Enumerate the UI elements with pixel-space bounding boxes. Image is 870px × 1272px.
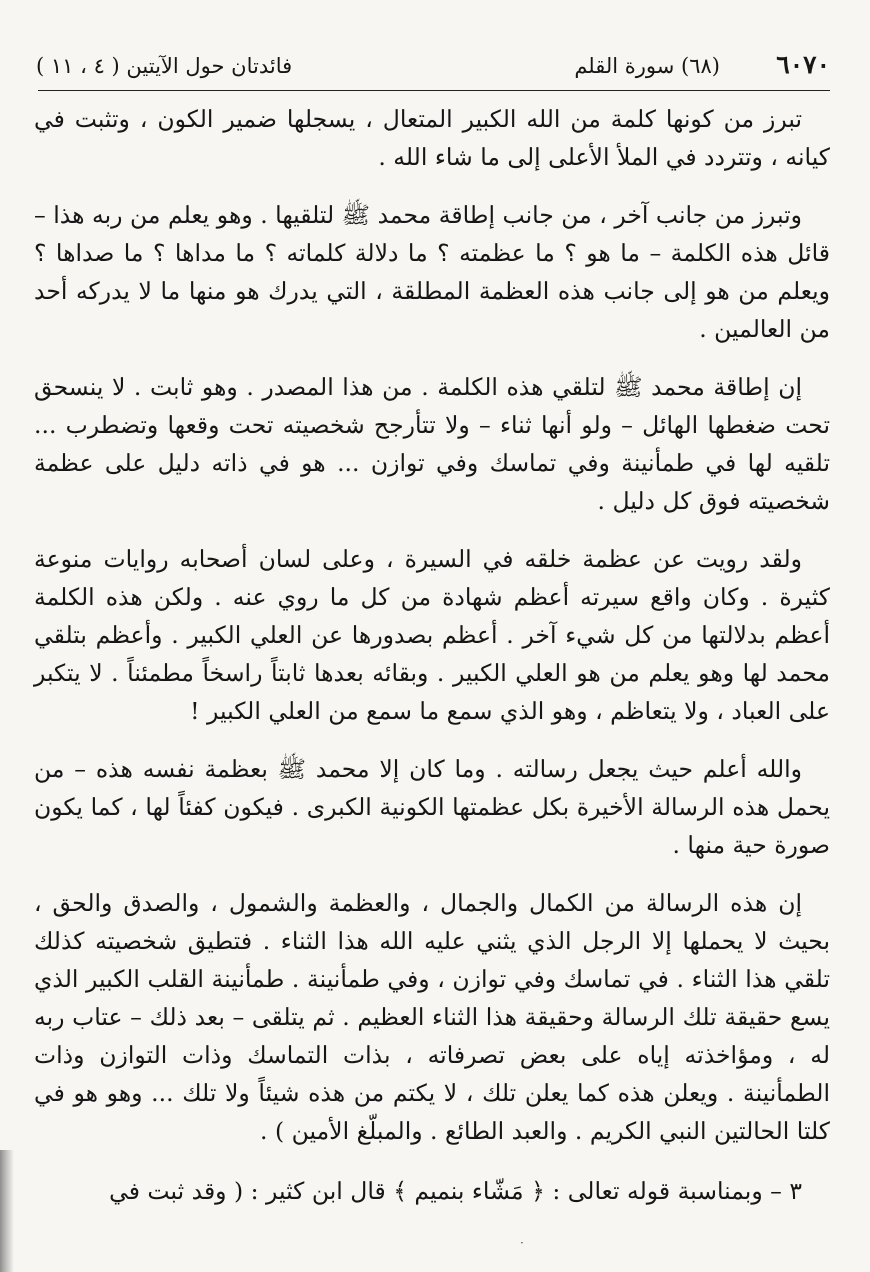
paragraph: إن إطاقة محمد ﷺ لتلقي هذه الكلمة . من هذا المصدر . وهو ثابت . لا ينسحق تحت ضغطها الهائل – ولو أنها ثناء – ولا تتأرجح شخصيته تحت وقعها وتضطرب ... تلقيه لها في طمأنينة وفي تماسك وفي توازن ... هو في ذاته دليل على عظمة شخصيته فوق كل دليل . — [34, 373, 830, 515]
scan-speck: · — [520, 1236, 524, 1250]
paragraph: تبرز من كونها كلمة من الله الكبير المتعال ، يسجلها ضمير الكون ، وتثبت في كيانه ، وتتردد في الملأ الأعلى إلى ما شاء الله . — [34, 105, 830, 171]
page-number: ٦٠٧٠ — [776, 50, 830, 79]
paragraph: ولقد رويت عن عظمة خلقه في السيرة ، وعلى لسان أصحابه روايات منوعة كثيرة . وكان واقع سيرته أعظم شهادة من كل ما روي عنه . ولكن هذه الكلمة أعظم بدلالتها من كل شيء آخر . أعظم بصدورها عن العلي الكبير . وأعظم بتلقي محمد لها وهو يعلم من هو العلي الكبير . وبقائه بعدها ثابتاً راسخاً مطمئناً . لا يتكبر على العباد ، ولا يتعاظم ، وهو الذي سمع ما سمع من العلي الكبير ! — [34, 545, 830, 725]
paragraph: ٣ – وبمناسبة قوله تعالى : ﴿ مَشّاء بنميم ﴾ قال ابن كثير : ( وقد ثبت في — [109, 1177, 802, 1205]
page-body — [34, 100, 830, 1210]
paragraph: إن هذه الرسالة من الكمال والجمال ، والعظمة والشمول ، والصدق والحق ، بحيث لا يحملها إلا الرجل الذي يثني عليه الله هذا الثناء . فتطيق شخصيته كذلك تلقي هذا الثناء . في تماسك وفي توازن ، وفي طمأنينة . طمأنينة القلب الكبير الذي يسع حقيقة تلك الرسالة وحقيقة هذا الثناء العظيم . ثم يتلقى – بعد ذلك – عتاب ربه له ، ومؤاخذته إياه على بعض تصرفاته ، بذات التماسك وذات التوازن وذات الطمأنينة . ويعلن هذه كما يعلن تلك ، لا يكتم من هذه شيئاً ولا تلك ... وهو هو في كلتا الحالتين النبي الكريم . والعبد الطائع . والمبلّغ الأمين ) . — [34, 889, 830, 1145]
surah-title: (٦٨) سورة القلم — [574, 54, 720, 78]
running-header — [36, 50, 830, 90]
section-topic: فائدتان حول الآيتين ( ٤ ، ١١ ) — [36, 54, 293, 78]
header-divider — [38, 90, 830, 91]
page-edge-shadow — [0, 1150, 14, 1272]
paragraph: والله أعلم حيث يجعل رسالته . وما كان إلا محمد ﷺ بعظمة نفسه هذه – من يحمل هذه الرسالة الأخيرة بكل عظمتها الكونية الكبرى . فيكون كفئاً لها ، كما يكون صورة حية منها . — [34, 755, 830, 859]
paragraph: وتبرز من جانب آخر ، من جانب إطاقة محمد ﷺ لتلقيها . وهو يعلم من ربه هذا – قائل هذه الكلمة – ما هو ؟ ما عظمته ؟ ما دلالة كلماته ؟ ما مداها ؟ ما صداها ؟ ويعلم من هو إلى جانب هذه العظمة المطلقة ، التي يدرك هو منها ما لا يدركه أحد من العالمين . — [34, 201, 830, 343]
